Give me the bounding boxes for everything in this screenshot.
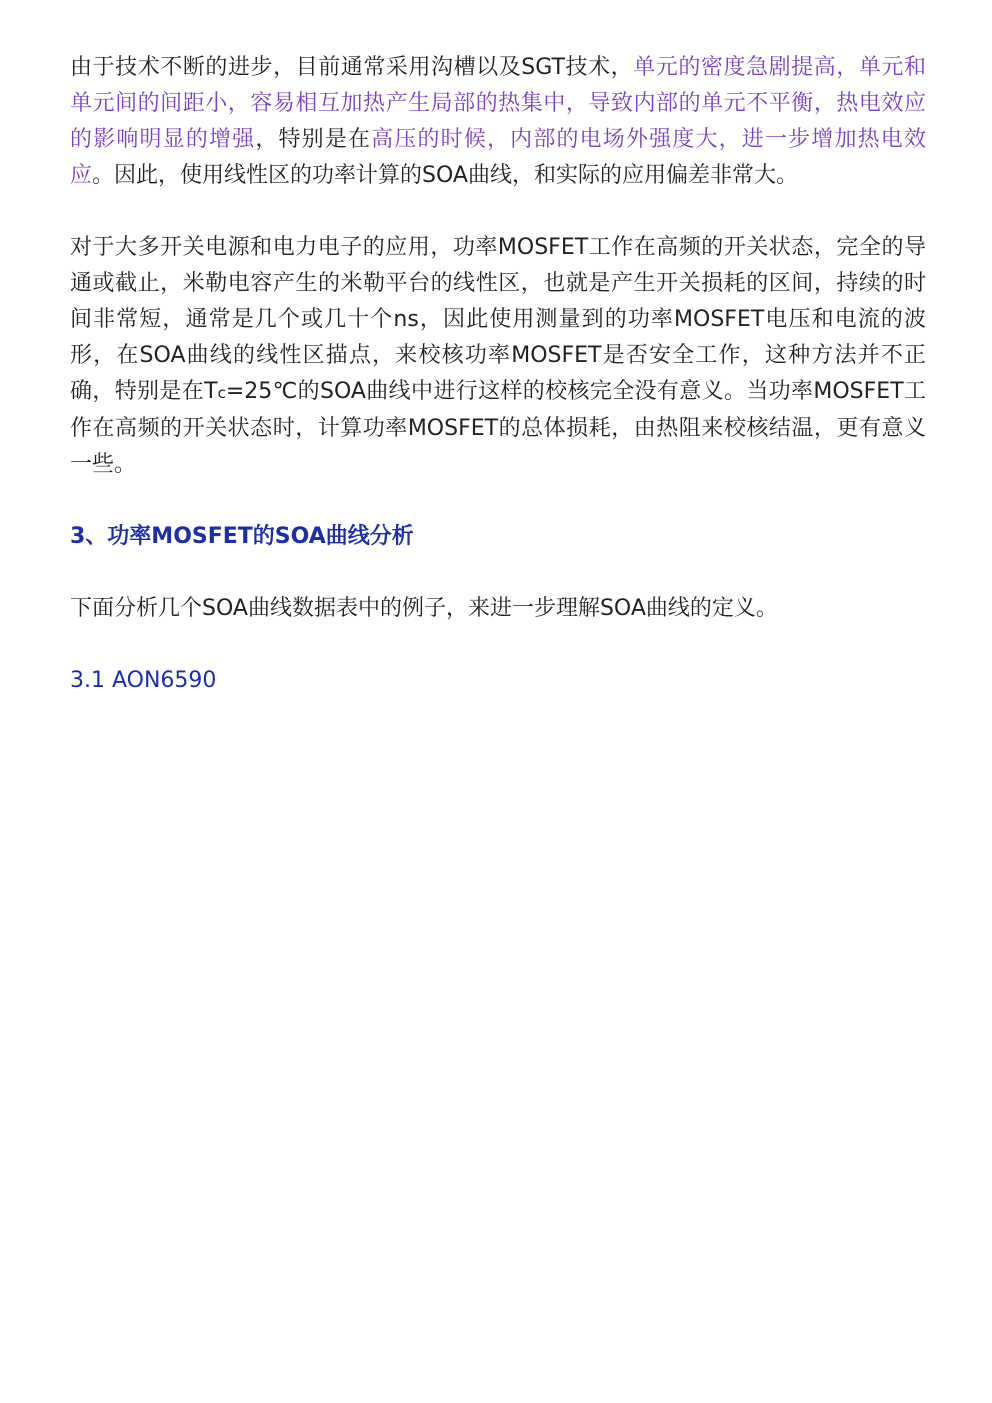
paragraph2-text-b: =25℃的SOA曲线中进行这样的校核完全没有意义。当功率MOSFET工作在高频的开关状态时，计算功率MOSFET的总体损耗，由热阻来校核结温，更有意义一些。 <box>70 379 926 477</box>
paragraph1-text-2: ，特别是在 <box>255 127 372 152</box>
paragraph-switching-applications <box>70 230 926 483</box>
paragraph1-highlight-2: 高压的时候，内部的电场外强度大，进一步增加热电效应 <box>70 127 926 188</box>
paragraph-soa-examples-intro: 下面分析几个SOA曲线数据表中的例子，来进一步理解SOA曲线的定义。 <box>70 596 778 621</box>
section-heading: 3、功率MOSFET的SOA曲线分析 <box>70 524 414 549</box>
paragraph1-text-3: 。因此，使用线性区的功率计算的SOA曲线，和实际的应用偏差非常大。 <box>92 163 798 188</box>
document-page <box>70 50 926 699</box>
subsection-heading: 3.1 AON6590 <box>70 668 217 693</box>
tc-subscript: c <box>217 384 226 402</box>
paragraph1-text-1: 由于技术不断的进步，目前通常采用沟槽以及SGT技术， <box>70 55 634 80</box>
paragraph-thermal-effect <box>70 50 926 194</box>
paragraph1-highlight-1: 单元的密度急剧提高，单元和单元间的间距小，容易相互加热产生局部的热集中，导致内部的单元不平衡，热电效应的影响明显的增强 <box>70 55 926 152</box>
paragraph2-text-a: 对于大多开关电源和电力电子的应用，功率MOSFET工作在高频的开关状态，完全的导通或截止，米勒电容产生的米勒平台的线性区，也就是产生开关损耗的区间，持续的时间非常短，通常是几个或几十个ns，因此使用测量到的功率MOSFET电压和电流的波形，在SOA曲线的线性区描点，来校核功率MOSFET是否安全工作，这种方法并不正确，特别是在T <box>70 235 926 404</box>
